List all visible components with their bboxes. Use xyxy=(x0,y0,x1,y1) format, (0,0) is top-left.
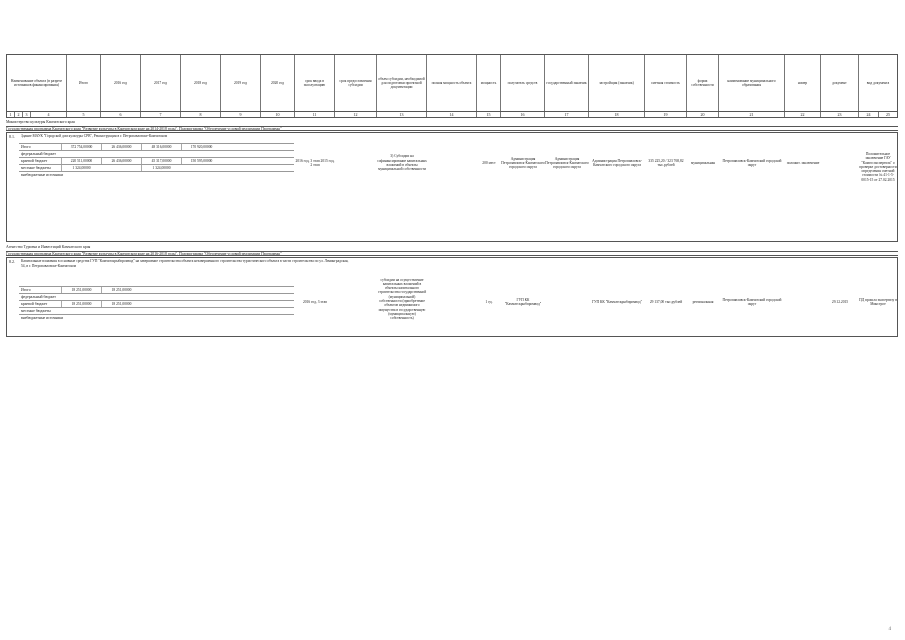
object-block xyxy=(6,132,898,242)
funding-source: местные бюджеты xyxy=(21,166,51,170)
header-cell-doc: документ xyxy=(821,55,859,111)
header-cell-receiver: получатель средств xyxy=(501,55,545,111)
funding-row xyxy=(19,286,294,293)
object-block xyxy=(6,257,898,337)
col-number: 21 xyxy=(719,112,785,117)
col-number: 7 xyxy=(141,112,181,117)
term-cell: 2016 год, 3 этап xyxy=(302,299,328,304)
col-number: 12 xyxy=(335,112,377,117)
col-number: 24 xyxy=(859,112,879,117)
col-number: 25 xyxy=(886,112,890,117)
col-number: 10 xyxy=(261,112,295,117)
header-cell-2018: 2018 год xyxy=(181,55,221,111)
header-cell-subsidy: объем субсидии, необходимой для подготовки проектной документации xyxy=(377,55,427,111)
header-cell-2016: 2016 год xyxy=(101,55,141,111)
col-number: 16 xyxy=(501,112,545,117)
funding-row xyxy=(19,157,294,164)
header-cell-subsidy-term: срок предоставления субсидии xyxy=(335,55,377,111)
funding-source: Итого xyxy=(21,145,31,149)
section-title: Министерство культуры Камчатского края xyxy=(6,120,75,124)
col-number: 2 xyxy=(15,112,23,117)
funding-value: 18 251,00000 xyxy=(101,287,141,294)
customer-cell: Администрация Петропавловск-Камчатского городского округа xyxy=(545,156,589,170)
col-number: 11 xyxy=(295,112,335,117)
header-cell-name: Наименование объекта (в разрезе источников финансирования) xyxy=(7,55,67,111)
term-cell: 2016 год, 3 этап 2015 год, 2 этап xyxy=(295,158,335,167)
col-number: 23 xyxy=(821,112,859,117)
col-number: 5 xyxy=(67,112,101,117)
funding-row xyxy=(19,307,294,314)
funding-row xyxy=(19,171,294,178)
col-number: 14 xyxy=(427,112,477,117)
form-cell: региональная xyxy=(692,299,714,304)
col-number: 9 xyxy=(221,112,261,117)
funding-row xyxy=(19,164,294,171)
funding-value: 18 251,00000 xyxy=(101,301,141,308)
col-number: 6 xyxy=(101,112,141,117)
number-cell: положит. заключение xyxy=(786,160,820,165)
funding-row xyxy=(19,293,294,300)
funding-source: краевой бюджет xyxy=(21,302,48,306)
header-cell-form: форма собственности xyxy=(687,55,719,111)
document-sheet xyxy=(6,54,898,619)
header-cell-power: мощность xyxy=(477,55,501,111)
col-number: 8 xyxy=(181,112,221,117)
funding-value: 26 436,00000 xyxy=(101,144,141,151)
header-cell-full-power: полная мощность объекта xyxy=(427,55,477,111)
section-subtitle: Государственная программа Камчатского края "Развитие культуры в Камчатском крае на 2014-2018 годы". Подпрограмма "Обеспечение условий реализации Программы" xyxy=(6,126,898,131)
header-cell-number: номер xyxy=(785,55,821,111)
funding-source: краевой бюджет xyxy=(21,159,48,163)
doc-date-cell: 29.12.2015 xyxy=(831,299,849,304)
funding-row xyxy=(19,314,294,321)
header-cell-2019: 2019 год xyxy=(221,55,261,111)
col-number: 15 xyxy=(477,112,501,117)
funding-value: 45 317,00000 xyxy=(141,158,181,165)
header-cell-doctype: вид документа xyxy=(866,80,890,85)
col-number: 1 xyxy=(7,112,15,117)
funding-row xyxy=(19,150,294,157)
object-description: Капитальные вложения в основные средства ГУП "Камчатскрыбпромвод" на завершение строительства объекта незавершенного строительства туристического объекта в части строительства по ул. Ленинградская, 54, в г. Петропавловске-Камчатском xyxy=(21,259,349,268)
col-number: 17 xyxy=(545,112,589,117)
doctype-cell: Положительное заключение ГАУ "Камгосэкспертиза" о проверке достоверности определения сметной стоимости № 41-1-5-0015-15 от 27.02.2015 xyxy=(859,151,897,182)
funding-row xyxy=(19,143,294,150)
funding-value: 1 324,00000 xyxy=(61,165,101,172)
power-cell: 200 мест xyxy=(482,160,496,165)
power-cell: 1 ед. xyxy=(485,299,493,304)
funding-row xyxy=(19,300,294,307)
section-title: Агентство Туризма и Инвестиций Камчатского края xyxy=(6,245,91,249)
cost-cell: 29 137,00 тыс.рублей xyxy=(649,299,683,304)
subsidy-cell: 3) Субсидии на софинансирование капитальных вложений в объекты муниципальной собственности xyxy=(377,154,427,172)
funding-source: местные бюджеты xyxy=(21,309,51,313)
col-number: 13 xyxy=(377,112,427,117)
receiver-cell: Администрация Петропавловск-Камчатского городского округа xyxy=(501,156,545,170)
funding-source: федеральный бюджет xyxy=(21,152,56,156)
header-cell-builder: застройщик (заказчик) xyxy=(589,55,645,111)
col-number: 19 xyxy=(645,112,687,117)
column-number-row xyxy=(6,112,898,118)
funding-value: 18 251,00000 xyxy=(61,301,101,308)
section-subtitle: Государственная программа Камчатского края "Развитие культуры в Камчатском крае на 2016-2018 годы". Подпрограмма "Обеспечение условий реализации Программы" xyxy=(6,251,898,256)
funding-value: 18 251,00000 xyxy=(61,287,101,294)
funding-value: 26 436,00000 xyxy=(101,158,141,165)
header-cell-customer: государственный заказчик xyxy=(545,55,589,111)
mo-cell: Петропавловск-Камчатский городской округ xyxy=(722,158,782,167)
header-cell-term: срок ввода в эксплуатацию xyxy=(295,55,335,111)
funding-source: Итого xyxy=(21,288,31,292)
col-number: 22 xyxy=(785,112,821,117)
funding-source: внебюджетные источники xyxy=(21,316,64,320)
funding-value: 220 511,00000 xyxy=(61,158,101,165)
header-cell-mo: наименование муниципального образования xyxy=(719,55,785,111)
builder-cell: ГУП КК "Камчатскрыбпромвод" xyxy=(591,299,643,304)
receiver-cell: ГУП КК "Камчатскрыбпромвод" xyxy=(504,297,542,306)
object-number: 8.1. xyxy=(9,134,15,139)
header-cell-cost: сметная стоимость xyxy=(645,55,687,111)
subsidy-cell: субсидии на осуществление капитальных вложений в объекты капитального строительства государственной (муниципальной) собственности (приобретение объектов недвижимого имущества в государственную (муниципальную) собственность) xyxy=(377,277,427,321)
funding-value: 48 316,00000 xyxy=(141,144,181,151)
table-header xyxy=(6,54,898,112)
builder-cell: Администрация Петропавловск-Камчатского городского округа xyxy=(592,158,642,167)
funding-value: 372 754,00000 xyxy=(61,144,101,151)
funding-value: 150 595,00000 xyxy=(181,158,221,165)
col-number: 20 xyxy=(687,112,719,117)
funding-source: федеральный бюджет xyxy=(21,295,56,299)
object-description: Здание МАУК "Городской дом культуры СРВ", Реконструкция в г. Петропавловске-Камчатском xyxy=(21,134,168,138)
form-cell: муниципальная xyxy=(691,160,715,165)
funding-value: 170 920,00000 xyxy=(181,144,221,151)
page-number: 4 xyxy=(888,627,891,632)
funding-source: внебюджетные источники xyxy=(21,173,64,177)
cost-cell: 335 225,20 / 323 768,82 тыс.рублей xyxy=(648,158,684,167)
doctype-cell: ПД прошла экспертизу в Минстрое xyxy=(859,297,897,306)
col-number: 4 xyxy=(31,112,67,117)
object-number: 8.2. xyxy=(9,259,15,264)
header-cell-2017: 2017 год xyxy=(141,55,181,111)
header-cell-total: Итого xyxy=(67,55,101,111)
header-cell-2020: 2020 год xyxy=(261,55,295,111)
col-number: 18 xyxy=(589,112,645,117)
mo-cell: Петропавловск-Камчатский городской округ xyxy=(722,297,782,306)
funding-value: 1 324,00000 xyxy=(141,165,181,172)
col-number: 3 xyxy=(23,112,31,117)
